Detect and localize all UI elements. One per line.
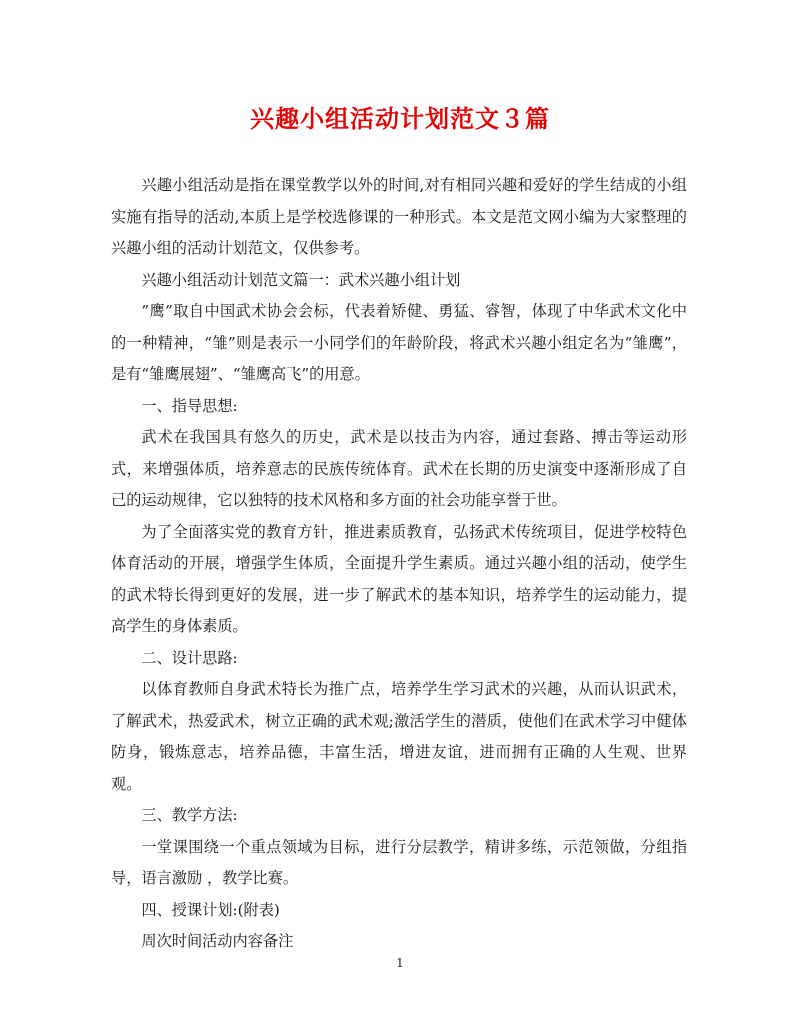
eagle-name-paragraph: ”鹰”取自中国武术协会会标，代表着矫健、勇猛、睿智，体现了中华武术文化中的一种精神，“雏”则是表示一小同学们的年龄阶段，将武术兴趣小组定名为“雏鹰”，是有“雏鹰展翅”、“雏鹰高飞”的用意。 — [111, 302, 687, 383]
table-header-line: 周次时间活动内容备注 — [141, 932, 294, 950]
heading-design-idea: 二、设计思路: — [141, 648, 238, 667]
document-body — [111, 170, 687, 958]
teaching-method-paragraph: 一堂课围绕一个重点领域为目标，进行分层教学，精讲多练，示范领做，分组指导，语言激励 ，教学比赛。 — [111, 837, 687, 887]
section-heading-article-one: 兴趣小组活动计划范文篇一：武术兴趣小组计划 — [141, 270, 461, 289]
heading-lesson-plan: 四、授课计划:(附表) — [141, 900, 280, 919]
intro-paragraph: 兴趣小组活动是指在课堂教学以外的时间,对有相同兴趣和爱好的学生结成的小组实施有指导的活动,本质上是学校选修课的一种形式。本文是范文网小编为大家整理的兴趣小组的活动计划范文，仅供参考。 — [111, 176, 687, 257]
page-number: 1 — [396, 956, 404, 970]
heading-teaching-method: 三、教学方法: — [141, 806, 238, 824]
martial-arts-history-paragraph: 武术在我国具有悠久的历史，武术是以技击为内容，通过套路、搏击等运动形式，来增强体质，培养意志的民族传统体育。武术在长期的历史演变中逐渐形成了自己的运动规律，它以独特的技术风格和多方面的社会功能享誉于世。 — [111, 428, 687, 509]
heading-guiding-thought: 一、指导思想: — [141, 396, 238, 415]
document-title: 兴趣小组活动计划范文３篇 — [250, 104, 550, 133]
design-idea-paragraph: 以体育教师自身武术特长为推广点，培养学生学习武术的兴趣，从而认识武术，了解武术，热爱武术，树立正确的武术观;激活学生的潜质，使他们在武术学习中健体防身，锻炼意志，培养品德，丰富生活，增进友谊，进而拥有正确的人生观、世界观。 — [111, 680, 687, 793]
education-goal-paragraph: 为了全面落实党的教育方针，推进素质教育，弘扬武术传统项目，促进学校特色体育活动的开展，增强学生体质，全面提升学生素质。通过兴趣小组的活动，使学生的武术特长得到更好的发展，进一步了解武术的基本知识，培养学生的运动能力，提高学生的身体素质。 — [111, 522, 687, 635]
